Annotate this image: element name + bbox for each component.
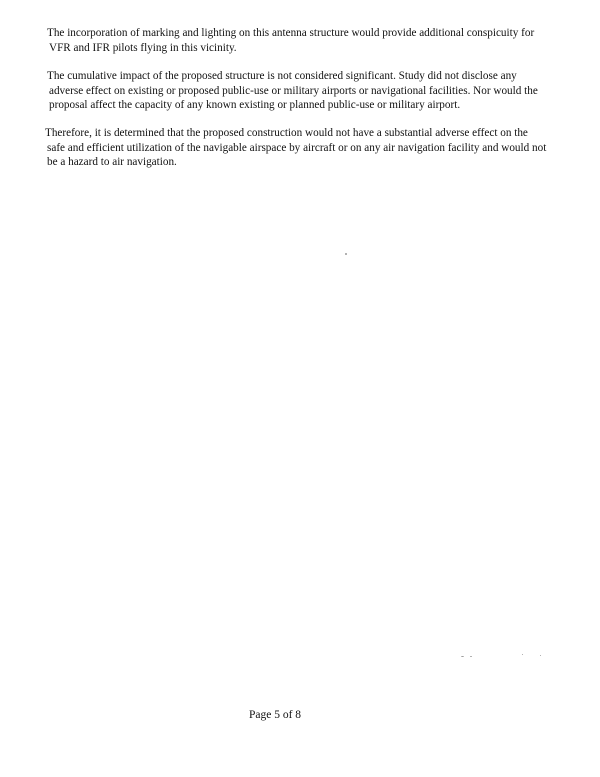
page-number: Page 5 of 8 <box>248 709 302 721</box>
scan-speck <box>345 253 347 255</box>
paragraph-line: The incorporation of marking and lighting on this antenna structure would provide additional conspicuity for <box>47 27 535 39</box>
paragraph-marking-lighting <box>47 26 562 55</box>
paragraph-determination <box>45 126 560 170</box>
scan-speck <box>540 655 541 656</box>
paragraph-line: VFR and IFR pilots flying in this vicinity. <box>49 41 237 54</box>
paragraph-line: Therefore, it is determined that the proposed construction would not have a substantial adverse effect on the <box>45 127 528 139</box>
paragraph-cumulative-impact <box>47 69 562 113</box>
paragraph-line: proposal affect the capacity of any known existing or planned public-use or military airport. <box>49 99 461 111</box>
scan-speck <box>522 654 523 655</box>
paragraph-line: safe and efficient utilization of the navigable airspace by aircraft or on any air navigation facility and would not <box>47 141 547 154</box>
paragraph-line: adverse effect on existing or proposed public-use or military airports or navigational facilities. Nor would the <box>49 84 538 97</box>
scan-speck <box>470 656 472 657</box>
paragraph-line: be a hazard to air navigation. <box>47 156 177 168</box>
paragraph-line: The cumulative impact of the proposed structure is not considered significant. Study did not disclose any <box>47 70 517 82</box>
scan-speck <box>461 656 464 657</box>
